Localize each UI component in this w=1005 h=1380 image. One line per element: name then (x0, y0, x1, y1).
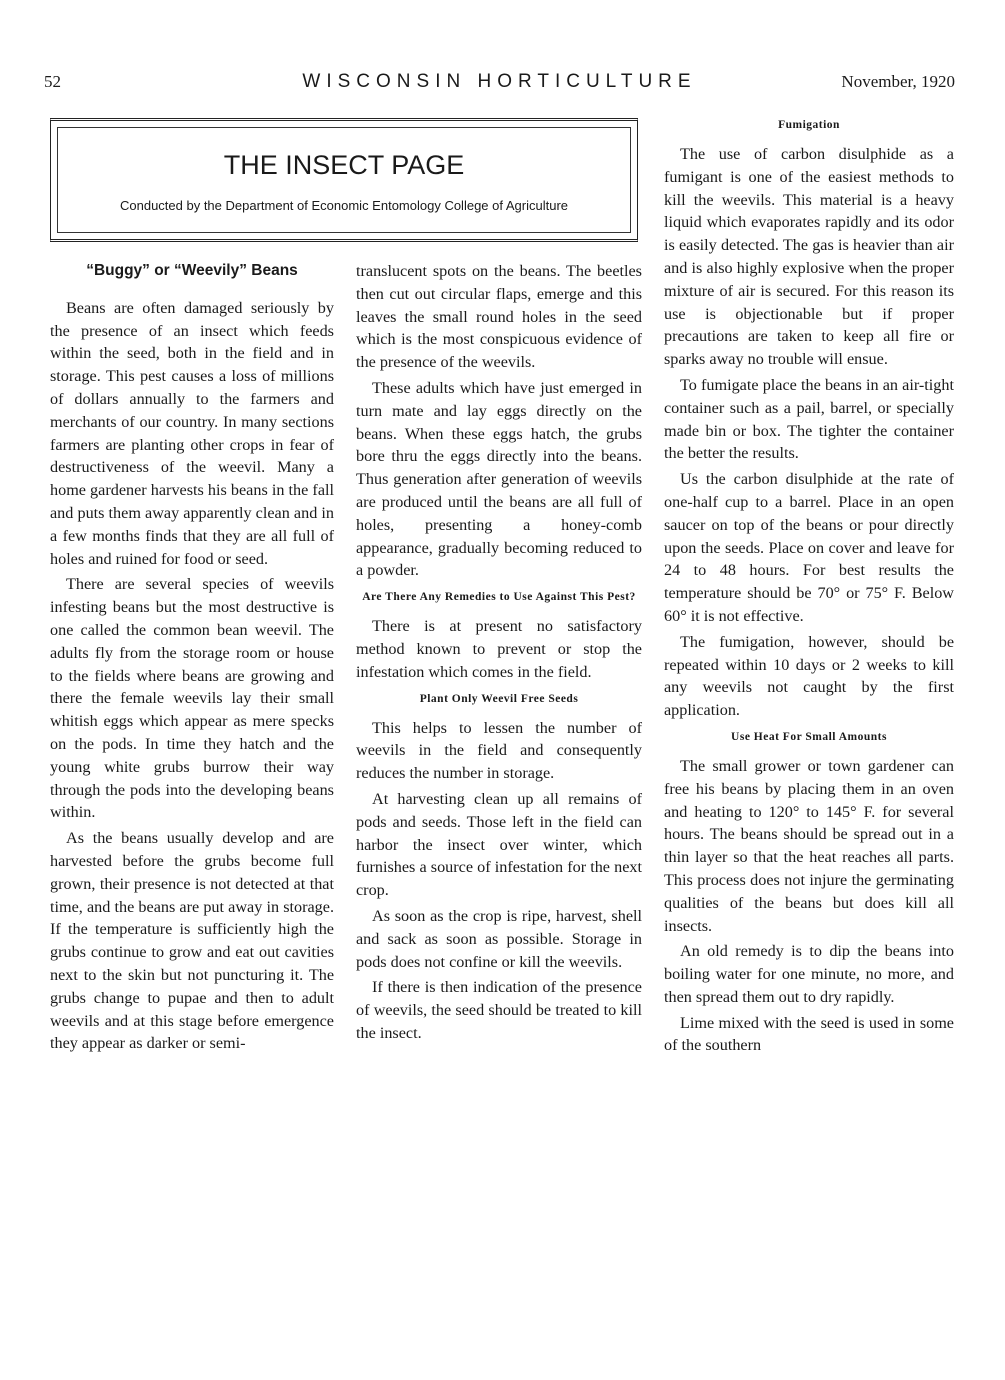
paragraph: To fumigate place the beans in an air-tight container such as a pail, barrel, or specially made bin or box. The tighter the container the better the results. (664, 375, 954, 463)
column-3 (664, 118, 954, 1060)
paragraph: The use of carbon disulphide as a fumigant is one of the easiest methods to kill the weevils. This material is a heavy liquid which evaporates rapidly and its odor is easily detected. The gas is heavier than air and is also highly explosive when the proper mixture of air is secured. For this reason its use is objectionable but if proper precautions are taken to keep all fire or sparks away no trouble will ensue. (664, 145, 954, 369)
paragraph: There are several species of weevils infesting beans but the most destructive is one called the common bean weevil. The adults fly from the storage room or house to the fields where beans are growing and there the female weevils lay their small whitish eggs which appear as mere specks on the pods. In time they hatch and the young white grubs burrow their way through the pods into the developing beans within. (50, 575, 334, 822)
paragraph: If there is then indication of the presence of weevils, the seed should be treated to kill the insect. (356, 978, 642, 1042)
paragraph: As the beans usually develop and are harvested before the grubs become full grown, their presence is not detected at that time, and the beans are put away in storage. If the temperature is sufficiently high the grubs continue to grow and eat out cavities next to the skin but not puncturing it. The grubs change to pupae and then to adult weevils and at this stage before emergence they appear as darker or semi- (50, 829, 334, 1053)
paragraph: Us the carbon disulphide at the rate of one-half cup to a barrel. Place in an open saucer on top of the beans or pour directly upon the seeds. Place on cover and leave for 24 to 48 hours. For best results the temperature should be 70° or 75° F. Below 60° it is not effective. (664, 470, 954, 625)
paragraph: There is at present no satisfactory method known to prevent or stop the infestation which comes in the field. (356, 617, 642, 681)
column-1 (50, 260, 334, 1058)
running-header (44, 72, 955, 100)
paragraph: As soon as the crop is ripe, harvest, shell and sack as soon as possible. Storage in pods does not confine or kill the weevils. (356, 906, 642, 971)
issue-date: November, 1920 (841, 72, 955, 91)
section-banner (50, 118, 638, 242)
paragraph: At harvesting clean up all remains of pods and seeds. Those left in the field can harbor the insect over winter, which furnishes a source of infestation for the next crop. (356, 789, 642, 900)
section-subtitle: Conducted by the Department of Economic Entomology College of Agriculture (119, 198, 569, 213)
page-number: 52 (44, 72, 61, 91)
journal-title: WISCONSIN HORTICULTURE (302, 71, 697, 92)
paragraph: Beans are often damaged seriously by the presence of an insect which feeds within the seed, both in the field and in storage. This pest causes a loss of millions of dollars annually to the farmers and merchants of our country. In many sections farmers are planting other crops in fear of destructiveness of the weevil. Many a home gardener harvests his beans in the fall and puts them away apparently clean and in a few months finds that they are all full of holes and ruined for food or seed. (50, 298, 334, 568)
paragraph: Lime mixed with the seed is used in some of the southern (664, 1013, 954, 1055)
article-heading: “Buggy” or “Weevily” Beans (86, 262, 298, 279)
banner-frame (57, 127, 631, 233)
paragraph: An old remedy is to dip the beans into boiling water for one minute, no more, and then spread them out to dry rapidly. (664, 942, 954, 1006)
paragraph: The fumigation, however, should be repeated within 10 days or 2 weeks to kill any weevils not caught by the first application. (664, 632, 954, 720)
paragraph: The small grower or town gardener can free his beans by placing them in an oven and heating to 120° to 145° F. for several hours. The beans should be spread out in a thin layer so that the heat reaches all parts. This process does not injure the germinating qualities of the beans but does kill all insects. (664, 756, 954, 935)
column-2 (356, 260, 642, 1048)
paragraph: translucent spots on the beans. The beetles then cut out circular flaps, emerge and this leaves the small round holes in the seed which is the most conspicuous evidence of the presence of the weevils. (356, 262, 642, 372)
section-title: THE INSECT PAGE (223, 150, 465, 180)
heat-heading: Use Heat For Small Amounts (731, 730, 887, 743)
paragraph: These adults which have just emerged in turn mate and lay eggs directly on the beans. When these eggs hatch, the grubs bore thru the eggs directly into the beans. Thus generation after generation of weevils are produced until the beans are all full of holes, presenting a honey-comb appearance, gradually becoming reduced to a powder. (356, 378, 642, 580)
fumigation-heading: Fumigation (778, 119, 840, 131)
remedies-heading: Are There Any Remedies to Use Against This Pest? (362, 591, 636, 604)
paragraph: This helps to lessen the number of weevils in the field and consequently reduces the number in storage. (356, 718, 642, 783)
plant-heading: Plant Only Weevil Free Seeds (419, 692, 579, 705)
